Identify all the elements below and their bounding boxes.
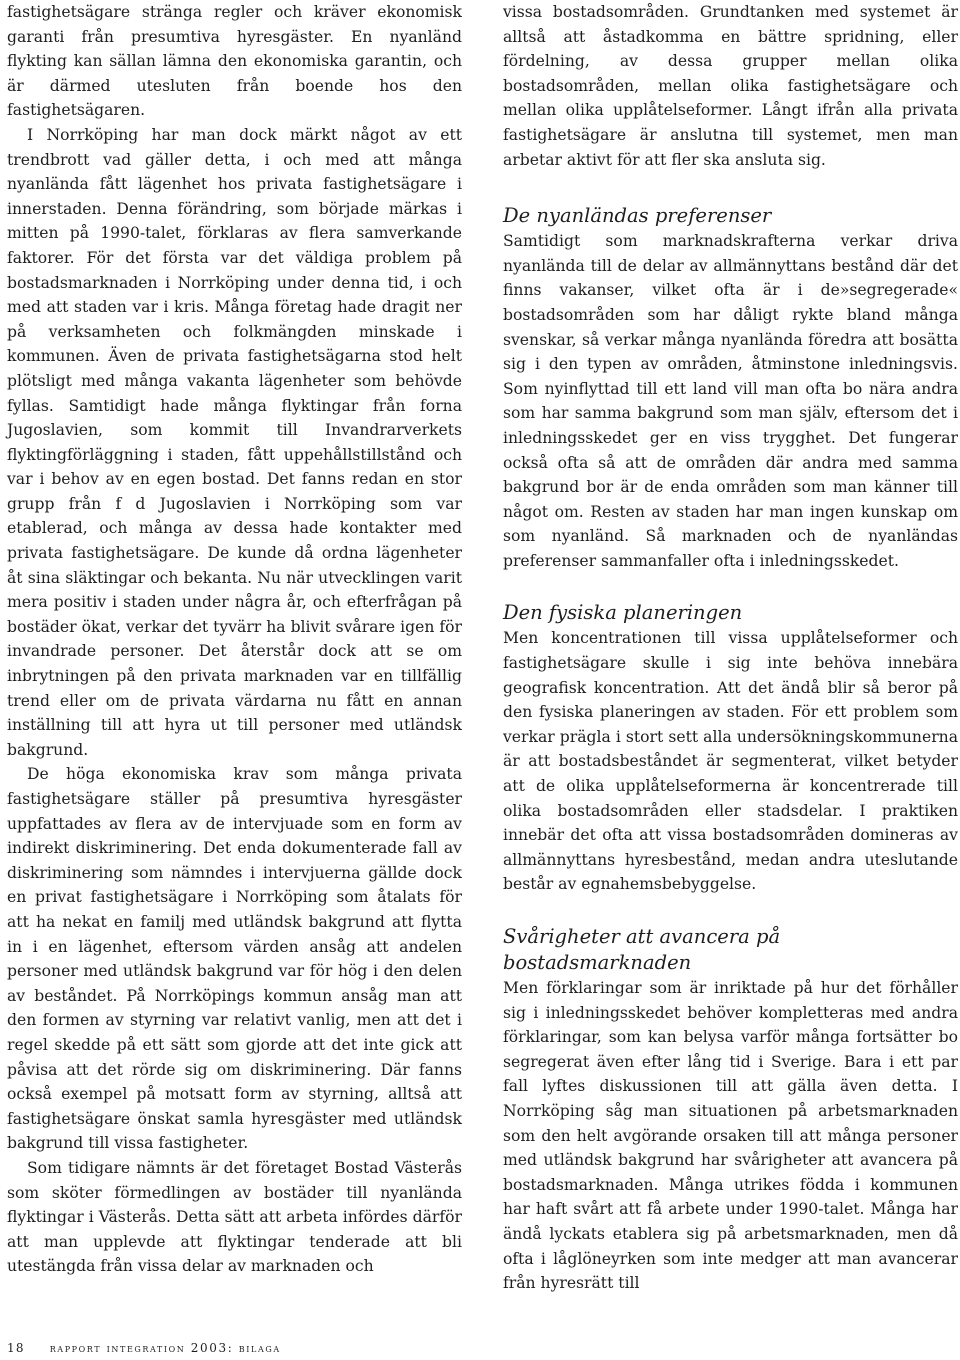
page-number: 18: [7, 1341, 25, 1355]
body-paragraph: Som tidigare nämnts är det företaget Bostad Västerås som sköter förmedlingen av bostäder till nyanlända flyktingar i Västerås. Detta sätt att arbeta infördes därför att man upplevde att flyktingar tenderade att bli utestängda från vissa delar av marknaden och: [7, 1158, 462, 1276]
body-paragraph: De höga ekonomiska krav som många privata fastighetsägare ställer på presumtiva hyresgäster uppfattades av flera av de intervjuade som en form av indirekt diskriminering. Det enda dokumenterade fall av diskriminering som nämndes i intervjuerna gällde dock en privat fastighetsägare i Norrköping som åtalats för att ha nekat en familj med utländsk bakgrund att flytta in i en lägenhet, eftersom värden ansåg att andelen personer med utländsk bakgrund var för hög i den delen av beståndet. På Norrköpings kommun ansåg man att den formen av styrning var relativt vanlig, men att det i regel skedde på ett sätt som gjorde att det inte gick att påvisa att det rörde sig om diskriminering. Där fanns också exempel på motsatt form av styrning, alltså att fastighetsägare önskat samla hyresgäster med utländsk bakgrund till vissa fastigheter.: [7, 765, 462, 1153]
body-paragraph: vissa bostadsområden. Grundtanken med systemet är alltså att åstadkomma en bättre spridning, eller fördelning, av dessa grupper mellan olika bostadsområden, mellan olika fastighetsägare och mellan olika upplåtelseformer. Långt ifrån alla privata fastighetsägare är anslutna till systemet, men man arbetar aktivt för att fler ska ansluta sig.: [503, 3, 958, 169]
body-paragraph: Men förklaringar som är inriktade på hur det förhåller sig i inledningsskedet behöver kompletteras med andra förklaringar, som kan belysa varför många fortsätter bo segregerat även efter lång tid i Sverige. Bara i ett par fall lyftes diskussionen till att gälla även detta. I Norrköping såg man situationen på arbetsmarknaden som den helt avgörande orsaken till att många personer med utländsk bakgrund har svårigheter att avancera på bostadsmarknaden. Många utrikes födda i kommunen har haft svårt att få arbete under 1990-talet. Många har ändå lyckats etablera sig på arbetsmarknaden, men då ofta i låglöneyrken som inte medger att man avancerar från hyresrätt till: [503, 979, 958, 1293]
publication-title: rapport integration 2003: bilaga: [49, 1341, 281, 1355]
body-paragraph: I Norrköping har man dock märkt något av ett trendbrott vad gäller detta, i och med att många nyanlända fått lägenhet hos privata fastighetsägare i innerstaden. Denna förändring, som började märkas i mitten på 1990-talet, förklaras av flera samverkande faktorer. För det första var det väldiga problem på bostadsmarknaden i Norrköping under denna tid, i och med att staden var i kris. Många företag hade dragit ner på verksamheten och folkmängden minskade i kommunen. Även de privata fastighetsägarna stod helt plötsligt med många vakanta lägenheter som behövde fyllas. Samtidigt hade många flyktingar från forna Jugoslavien, som kommit till Invandrarverkets flyktingförläggning i staden, fått uppehållstillstånd och var i behov av en egen bostad. Det fanns redan en stor grupp från f d Jugoslavien i Norrköping som var etablerad, och många av dessa hade kontakter med privata fastighetsägare. De kunde då ordna lägenheter åt sina släktingar och bekanta. Nu när utvecklingen varit mera positiv i staden under några år, och efterfrågan på bostäder ökat, verkar det tyvärr ha blivit svårare igen för invandrade personer. Det återstår dock att se om inbrytningen på den privata marknaden var en tillfällig trend eller om de privata värdarna nu fått en annan inställning till att hyra ut till personer med utländsk bakgrund.: [7, 125, 462, 759]
right-column: [503, 0, 958, 1296]
page-footer: [7, 1341, 281, 1355]
left-column: [7, 0, 462, 1279]
section-heading: De nyanländas preferenser: [503, 204, 772, 228]
section-heading: Svårigheter att avancera på bostadsmarknaden: [503, 925, 781, 974]
body-paragraph: fastighetsägare stränga regler och kräver ekonomisk garanti från presumtiva hyresgäster. En nyanländ flykting kan sällan lämna den ekonomiska garantin, och är därmed utesluten från boende hos den fastighetsägaren.: [7, 3, 462, 120]
body-paragraph: Men koncentrationen till vissa upplåtelseformer och fastighetsägare skulle i sig inte behöva innebära geografisk koncentration. Att det ändå blir så beror på den fysiska planeringen av staden. För ett problem som verkar prägla i stort sett alla undersökningskommunerna är att bostadsbeståndet är segmenterat, vilket betyder att de olika upplåtelseformerna är koncentrerade till olika bostadsområden eller stadsdelar. I praktiken innebär det ofta att vissa bostadsområden domineras av allmännyttans hyresbestånd, medan andra uteslutande består av egnahemsbebyggelse.: [503, 629, 958, 894]
body-paragraph: Samtidigt som marknadskrafterna verkar driva nyanlända till de delar av allmännyttans bestånd där det finns vakanser, vilket ofta är i de»segregerade« bostadsområden som har dåligt rykte bland många svenskar, så verkar många nyanlända föredra att bosätta sig i den typen av områden, åtminstone inledningsvis. Som nyinflyttad till ett land vill man ofta bo nära andra som har samma bakgrund som man själv, eftersom det i inledningsskedet ger en viss trygghet. Det fungerar också ofta så att de områden där andra med samma bakgrund bor är de enda områden som man känner till något om. Resten av staden har man ingen kunskap om som nyanländ. Så marknaden och de nyanländas preferenser sammanfaller ofta i inledningsskedet.: [503, 232, 958, 570]
section-heading: Den fysiska planeringen: [503, 601, 743, 625]
